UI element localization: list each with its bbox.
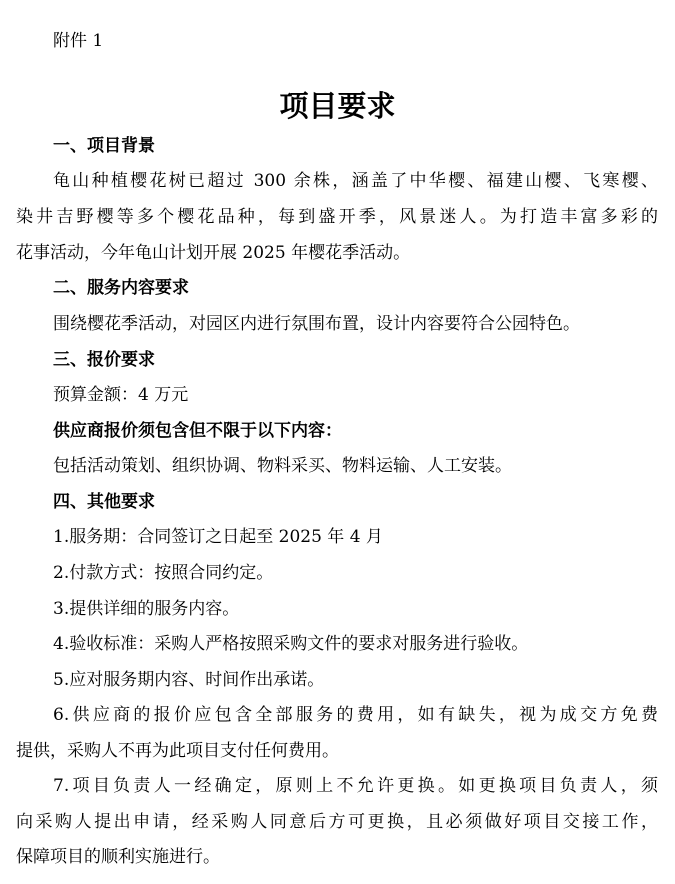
requirement-4: 4.验收标准：采购人严格按照采购文件的要求对服务进行验收。 <box>53 634 529 654</box>
requirement-7-line-2: 向采购人提出申请，经采购人同意后方可更换，且必须做好项目交接工作， <box>16 812 658 832</box>
requirement-7-line-1: 7.项目负责人一经确定，原则上不允许更换。如更换项目负责人，须 <box>53 776 658 796</box>
requirement-3: 3.提供详细的服务内容。 <box>53 599 240 619</box>
requirement-6-line-2: 提供，采购人不再为此项目支付任何费用。 <box>16 741 339 761</box>
requirement-6-line-1: 6.供应商的报价应包含全部服务的费用，如有缺失，视为成交方免费 <box>53 705 658 725</box>
section-1-line-1: 龟山种植樱花树已超过 300 余株，涵盖了中华樱、福建山樱、飞寒樱、 <box>53 171 658 191</box>
section-3-subheading: 供应商报价须包含但不限于以下内容： <box>53 421 342 441</box>
section-1-line-2: 染井吉野樱等多个樱花品种，每到盛开季，风景迷人。为打造丰富多彩的 <box>16 207 658 227</box>
section-2-heading: 二、服务内容要求 <box>53 278 189 298</box>
section-3-items: 包括活动策划、组织协调、物料采买、物料运输、人工安装。 <box>53 456 512 476</box>
section-4-heading: 四、其他要求 <box>53 492 155 512</box>
section-3-heading: 三、报价要求 <box>53 350 155 370</box>
requirement-5: 5.应对服务期内容、时间作出承诺。 <box>53 670 325 690</box>
section-2-text: 围绕樱花季活动，对园区内进行氛围布置，设计内容要符合公园特色。 <box>53 314 580 334</box>
budget-text: 预算金额：4 万元 <box>53 385 189 405</box>
requirement-2: 2.付款方式：按照合同约定。 <box>53 563 274 583</box>
section-1-heading: 一、项目背景 <box>53 136 155 156</box>
requirement-1: 1.服务期：合同签订之日起至 2025 年 4 月 <box>53 527 383 547</box>
document-title: 项目要求 <box>279 89 396 123</box>
attachment-label: 附件 1 <box>53 31 104 51</box>
requirement-7-line-3: 保障项目的顺利实施进行。 <box>16 847 220 867</box>
section-1-line-3: 花事活动，今年龟山计划开展 2025 年樱花季活动。 <box>16 243 411 263</box>
